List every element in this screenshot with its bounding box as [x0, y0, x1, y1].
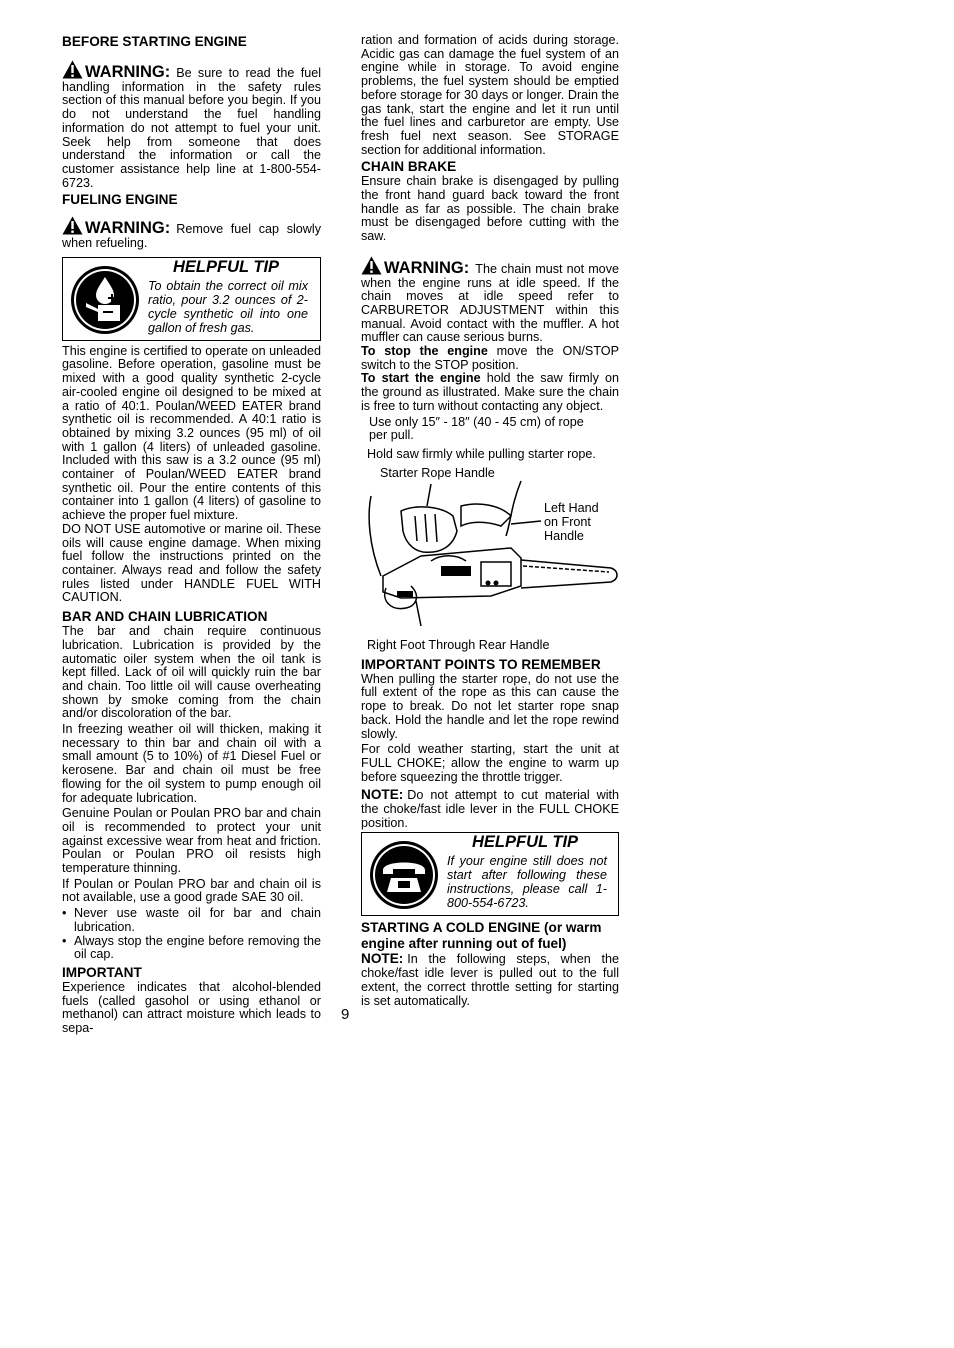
right-column: [361, 34, 619, 1008]
stop-engine-bold: To stop the engine: [361, 344, 488, 359]
warning-triangle-icon: [62, 216, 83, 235]
helpful-tip-oil-mix: [62, 257, 321, 341]
bar-paragraph-1: The bar and chain require continuous lubrication. Lubrication is provided by the automatic oiler system when the oil tank is kept filled. Lack of oil will quickly ruin the bar and chain. Too little oil will cause overheating shown by smoke coming from the chain and/or discoloration of the bar.: [62, 624, 321, 721]
warning-text: Be sure to read the fuel handling information in the safety rules section of this manual before you begin. If you do not understand the fuel handling information do not attempt to fuel your unit. Seek help from someone that does understand the information or call the customer assistance help line at 1-800-554-6723.: [62, 66, 321, 190]
note-choke-setting: [361, 952, 619, 1008]
fuel-paragraph-1: This engine is certified to operate on unleaded gasoline. Before operation, gasoline must be mixed with a good quality synthetic 2-cycle air-cooled engine oil designed to be mixed at a ratio of 40:1. Poulan/WEED EATER brand synthetic oil is recommended. A 40:1 ratio is obtained by mixing 3.2 ounces (95 ml) of oil with 1 gallon (4 liters) of unleaded gasoline. Included with this saw is a 3.2 ounce (95 ml) container of Poulan/WEED EATER brand synthetic oil. Pour the entire contents of this container into 1 gallon (4 liters) of gasoline to achieve the proper fuel mixture.: [62, 343, 321, 523]
bar-paragraph-4: If Poulan or Poulan PRO bar and chain oil is not available, use a good grade SAE 30 oil.: [62, 876, 321, 905]
note-label: NOTE:: [361, 951, 404, 967]
fuel-oil-can-icon: [70, 265, 140, 335]
important-points-title: IMPORTANT POINTS TO REMEMBER: [361, 656, 601, 672]
stop-engine-instructions: [361, 345, 619, 372]
fuel-paragraph-2: DO NOT USE automotive or marine oil. These oils will cause engine damage. When mixing fuel follow the instructions printed on the container. Always read and follow the safety rules listed under HANDLE FUEL WITH CAUTION.: [62, 521, 321, 605]
continued-paragraph: ration and formation of acids during storage. Acidic gas can damage the fuel system of an engine while in storage. To avoid engine problems, the fuel system should be emptied before storage for 30 days or longer. Drain the gas tank, start the engine and let it run until the fuel lines and carburetor are empty. Use fresh fuel next season. See STORAGE section for additional information.: [361, 33, 619, 157]
telephone-icon: [369, 840, 439, 910]
bar-paragraph-2: In freezing weather oil will thicken, making it necessary to thin bar and chain oil with a small amount (5 to 10%) of #1 Diesel Fuel or kerosene. Bar and chain oil must be free flowing for the oil system to pump enough oil for adequate lubrication.: [62, 722, 321, 805]
helpful-tip-call: [361, 832, 619, 916]
points-paragraph-2: For cold weather starting, start the unit at FULL CHOKE; allow the engine to warm up before squeezing the throttle trigger.: [361, 742, 619, 784]
start-engine-text: hold the saw firmly on the ground as illustrated. Make sure the chain is free to turn without contacting any object.: [361, 371, 619, 413]
starting-illustration: [361, 466, 619, 656]
warning-triangle-icon: [62, 60, 83, 79]
warning-chain-idle: [361, 256, 619, 345]
list-item: • Always stop the engine before removing the oil cap.: [74, 935, 321, 962]
fueling-title: FUELING ENGINE: [62, 192, 178, 208]
helpful-tip-heading: HELPFUL TIP: [173, 257, 280, 276]
left-column: [62, 34, 321, 1036]
start-engine-bold: To start the engine: [361, 371, 481, 386]
fig-label-left-hand: Left Hand on Front Handle: [544, 500, 599, 543]
chain-brake-title: CHAIN BRAKE: [361, 159, 457, 175]
helpful-tip-text: If your engine still does not start after following these instructions, please call 1-800-554-6723.: [447, 854, 607, 911]
cold-engine-title: STARTING A COLD ENGINE (or warm engine after running out of fuel): [361, 920, 602, 952]
warning-fuel-handling: [62, 60, 321, 190]
important-text: Experience indicates that alcohol-blended fuels (called gasohol or using ethanol or methanol) can attract moisture which leads to sepa-: [62, 979, 321, 1036]
note-label: NOTE:: [361, 787, 404, 803]
note-text: In the following steps, when the choke/fast idle lever is pulled out to the full extent, the correct throttle setting for starting is set automatically.: [361, 952, 619, 1008]
before-starting-title: BEFORE STARTING ENGINE: [62, 34, 247, 49]
start-engine-instructions: [361, 372, 619, 413]
hold-saw-note: Hold saw firmly while pulling starter rope.: [367, 446, 596, 461]
bar-chain-title: BAR AND CHAIN LUBRICATION: [62, 609, 268, 625]
note-full-choke: [361, 788, 619, 830]
important-title: IMPORTANT: [62, 964, 142, 980]
warning-text: Remove fuel cap slowly when refueling.: [62, 222, 321, 251]
helpful-tip-heading: HELPFUL TIP: [472, 833, 579, 852]
page-number: 9: [341, 1006, 350, 1023]
chain-brake-text: Ensure chain brake is disengaged by pulling the front hand guard back toward the front handle as far as possible. The chain brake must be disengaged before cutting with the saw.: [361, 174, 619, 244]
fig-label-starter-rope: Starter Rope Handle: [380, 465, 495, 480]
warning-fuel-cap: [62, 216, 321, 250]
warning-text: The chain must not move when the engine runs at idle speed. If the chain moves at idle speed refer to CARBURETOR ADJUSTMENT within this manual. Avoid contact with the muffler. A hot muffler can cause serious burns.: [361, 261, 619, 345]
warning-label: WARNING:: [85, 219, 171, 238]
note-text: Do not attempt to cut material with the choke/fast idle lever in the FULL CHOKE position.: [361, 788, 619, 830]
helpful-tip-text: To obtain the correct oil mix ratio, pour 3.2 ounces of 2-cycle synthetic oil into one gallon of fresh gas.: [148, 278, 308, 335]
bar-chain-bullets: [62, 907, 321, 962]
warning-label: WARNING:: [85, 63, 171, 81]
stop-engine-text: move the ON/STOP switch to the STOP position.: [361, 344, 619, 372]
rope-length-note: Use only 15″ - 18″ (40 - 45 cm) of rope per pull.: [369, 414, 584, 443]
list-item: • Never use waste oil for bar and chain lubrication.: [74, 907, 321, 934]
warning-triangle-icon: [361, 256, 382, 275]
chainsaw-starting-drawing: [361, 476, 621, 636]
warning-label: WARNING:: [384, 258, 470, 277]
bar-paragraph-3: Genuine Poulan or Poulan PRO bar and chain oil is recommended to protect your unit against excessive wear from heat and friction. Poulan or Poulan PRO oil resists high temperature thinning.: [62, 806, 321, 876]
fig-label-right-foot: Right Foot Through Rear Handle: [367, 637, 550, 652]
points-paragraph-1: When pulling the starter rope, do not use the full extent of the rope as this can cause the rope to break. Do not let starter rope snap back. Hold the handle and let the rope rewind slowly.: [361, 671, 619, 741]
